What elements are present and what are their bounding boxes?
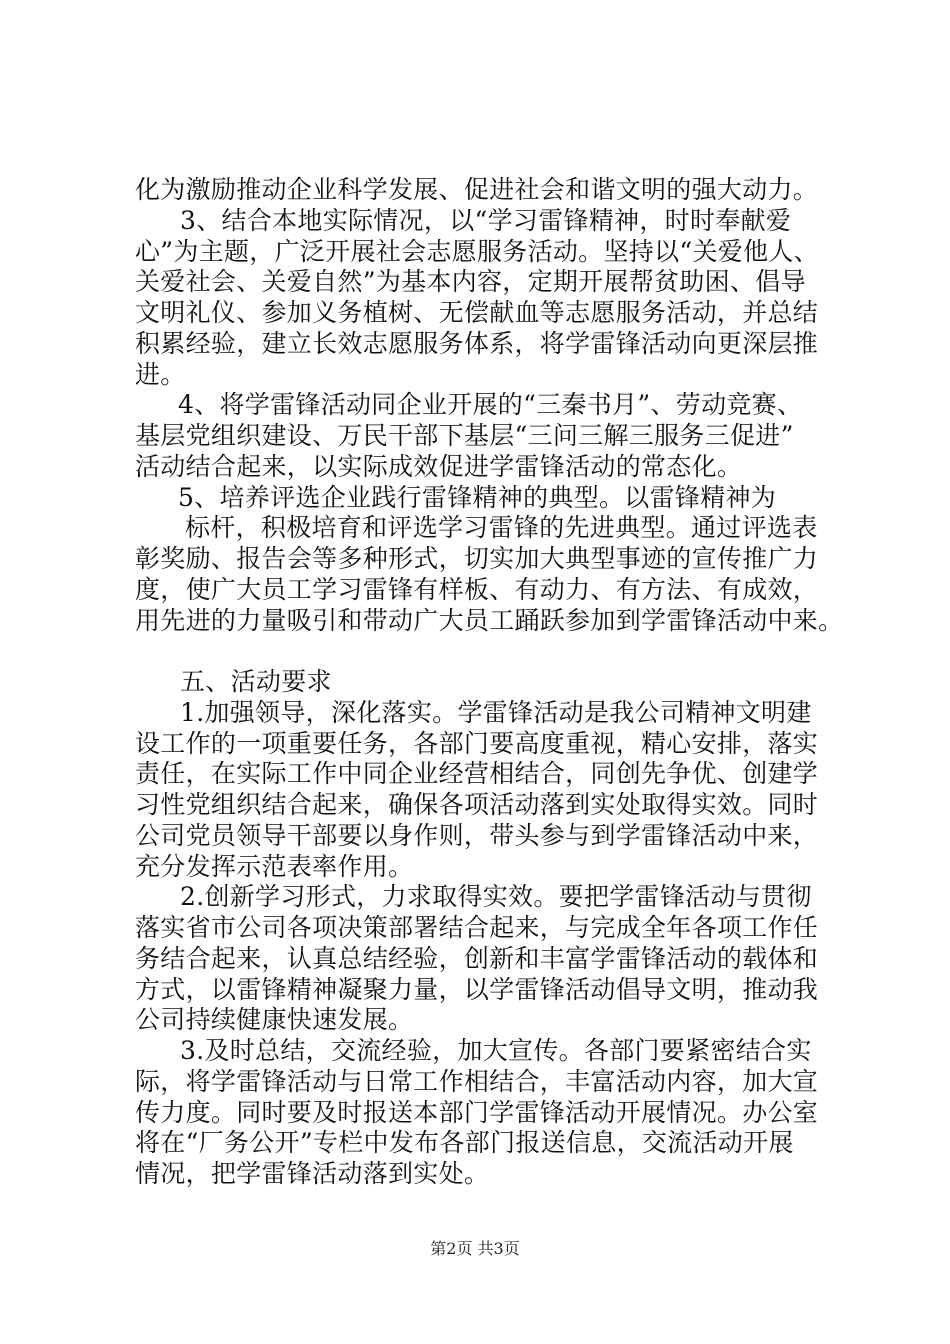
text-line-11: 5、培养评选企业践行雷锋精神的典型。以雷锋精神为: [178, 483, 777, 512]
text-line-27: 公司持续健康快速发展。: [135, 1005, 414, 1034]
text-line-14: 度，使广大员工学习雷锋有样板、有动力、有方法、有成效，: [135, 575, 819, 604]
text-line-6: 积累经验，建立长效志愿服务体系，将学雷锋活动向更深层推: [135, 329, 819, 358]
text-line-13: 彰奖励、报告会等多种形式，切实加大典型事迹的宣传推广力: [135, 544, 819, 573]
text-line-17: 1.加强领导，深化落实。学雷锋活动是我公司精神文明建: [180, 698, 812, 727]
text-line-23: 2.创新学习形式，力求取得实效。要把学雷锋活动与贯彻: [180, 882, 812, 911]
text-line-32: 情况，把学雷锋活动落到实处。: [135, 1159, 490, 1188]
text-line-22: 充分发挥示范表率作用。: [135, 852, 414, 881]
text-line-19: 责任，在实际工作中同企业经营相结合，同创先争优、创建学: [135, 759, 819, 788]
text-line-24: 落实省市公司各项决策部署结合起来，与完成全年各项工作任: [135, 913, 819, 942]
text-line-31: 将在“厂务公开”专栏中发布各部门报送信息，交流活动开展: [135, 1128, 794, 1157]
text-line-26: 方式，以雷锋精神凝聚力量，以学雷锋活动倡导文明，推动我: [135, 975, 819, 1004]
text-line-29: 际，将学雷锋活动与日常工作相结合，丰富活动内容，加大宣: [135, 1067, 819, 1096]
page-number-label: 第2页 共3页: [430, 1239, 520, 1258]
text-line-12: 标杆，积极培育和评选学习雷锋的先进典型。通过评选表: [185, 513, 818, 542]
text-line-30: 传力度。同时要及时报送本部门学雷锋活动开展情况。办公室: [135, 1098, 819, 1127]
text-line-15: 用先进的力量吸引和带动广大员工踊跃参加到学雷锋活动中来。: [135, 606, 844, 635]
text-line-9: 基层党组织建设、万民干部下基层“三问三解三服务三促进”: [135, 421, 794, 450]
text-line-1: 化为激励推动企业科学发展、促进社会和谐文明的强大动力。: [135, 175, 819, 204]
text-line-4: 关爱社会、关爱自然”为基本内容，定期开展帮贫助困、倡导: [135, 267, 806, 296]
page-footer: [0, 1238, 950, 1260]
text-line-7: 进。: [135, 360, 186, 389]
text-line-3: 心”为主题，广泛开展社会志愿服务活动。坚持以“关爱他人、: [135, 237, 819, 266]
text-line-18: 设工作的一项重要任务，各部门要高度重视，精心安排，落实: [135, 729, 819, 758]
text-line-21: 公司党员领导干部要以身作则，带头参与到学雷锋活动中来，: [135, 821, 819, 850]
section-heading: 五、活动要求: [180, 667, 332, 696]
text-line-10: 活动结合起来，以实际成效促进学雷锋活动的常态化。: [135, 452, 743, 481]
text-line-20: 习性党组织结合起来，确保各项活动落到实处取得实效。同时: [135, 790, 819, 819]
text-line-5: 文明礼仪、参加义务植树、无偿献血等志愿服务活动，并总结: [135, 298, 819, 327]
text-line-2: 3、结合本地实际情况，以“学习雷锋精神，时时奉献爱: [180, 206, 792, 235]
text-line-8: 4、将学雷锋活动同企业开展的“三秦书月”、劳动竞赛、: [178, 390, 803, 419]
text-line-28: 3.及时总结，交流经验，加大宣传。各部门要紧密结合实: [180, 1036, 812, 1065]
text-line-25: 务结合起来，认真总结经验，创新和丰富学雷锋活动的载体和: [135, 944, 819, 973]
